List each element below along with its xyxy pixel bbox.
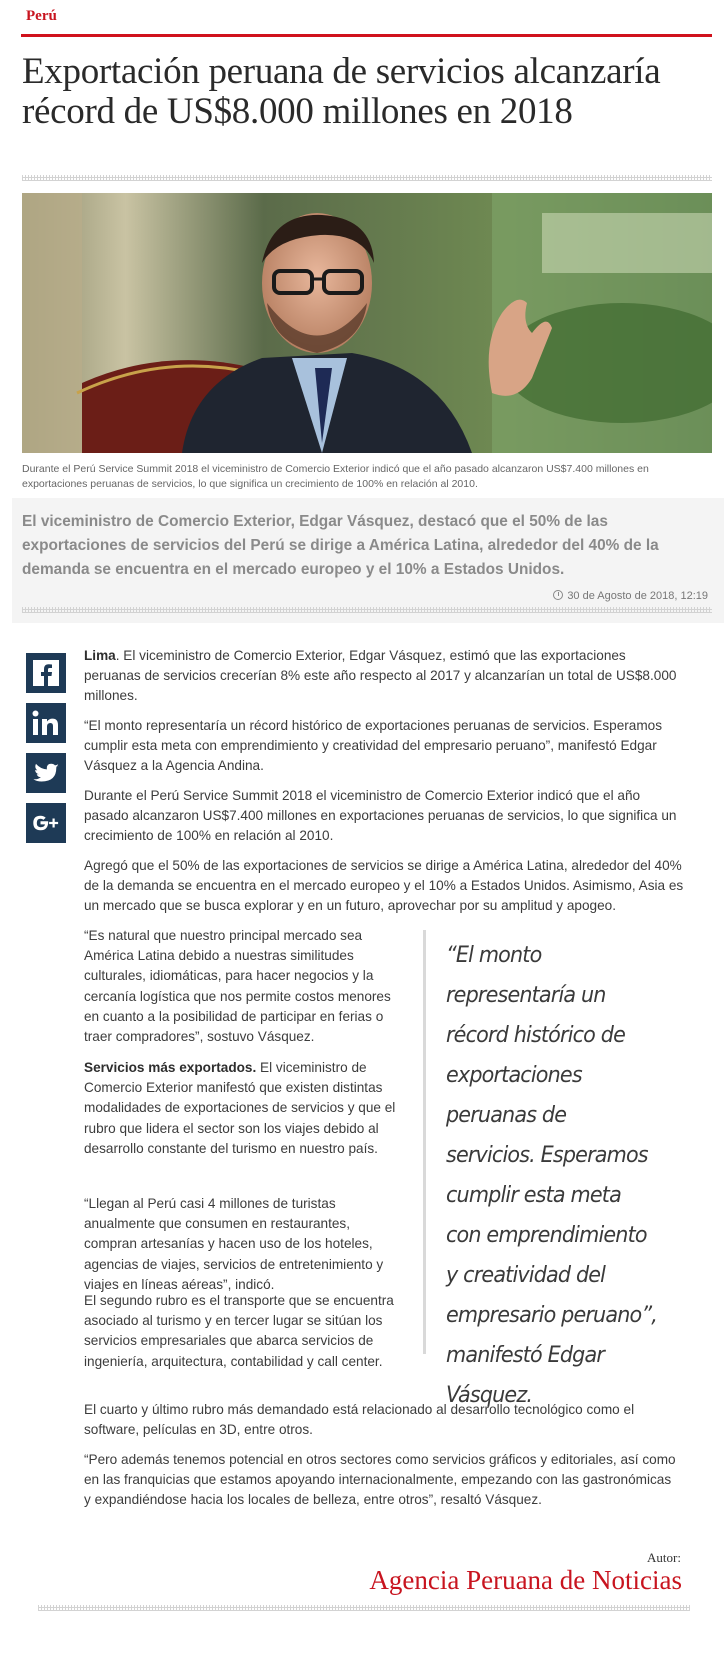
top-bar xyxy=(0,0,726,38)
article-paragraph: Lima. El viceministro de Comercio Exterior, Edgar Vásquez, estimó que las exportaciones peruanas de servicios crecerían 8% este año respecto al 2017 y alcanzarían un total de US$8.000 millones. xyxy=(84,648,677,704)
dateline-city: Lima xyxy=(84,648,116,663)
google-plus-icon xyxy=(32,813,60,833)
linkedin-icon xyxy=(32,710,60,736)
section-link[interactable]: Perú xyxy=(26,8,57,24)
article-lead: El viceministro de Comercio Exterior, Edgar Vásquez, destacó que el 50% de las exportaciones de servicios del Perú se dirige a América Latina, alrededor del 40% de la demanda se encuentra en el mercado europeo y el 10% a Estados Unidos. xyxy=(22,513,659,578)
article-paragraph: “El monto representaría un récord histórico de exportaciones peruanas de servicios. Esperamos cumplir esta meta con emprendimiento y creatividad del empresario peruano”, manifestó Edgar Vásquez a la Agencia Andina. xyxy=(84,718,663,774)
photo-caption: Durante el Perú Service Summit 2018 el viceministro de Comercio Exterior indicó que el año pasado alcanzaron US$7.400 millones en exportaciones peruanas de servicios, lo que significa un crecimiento de 100% en relación al 2010. xyxy=(22,463,649,490)
article-paragraph: Durante el Perú Service Summit 2018 el viceministro de Comercio Exterior indicó que el año pasado alcanzaron US$7.400 millones en exportaciones peruanas de servicios, lo que significa un crecimiento de 100% en relación al 2010. xyxy=(84,788,677,844)
share-linkedin-button[interactable] xyxy=(26,703,66,743)
article-paragraph: “Pero además tenemos potencial en otros sectores como servicios gráficos y editoriales, así como en las franquicias que estamos apoyando internacionalmente, empezando con las gastronómicas y expandiéndose hacia los locales de belleza, entre otros”, resaltó Vásquez. xyxy=(84,1452,676,1508)
divider-dotted xyxy=(22,175,712,181)
divider-dotted xyxy=(22,607,712,613)
share-twitter-button[interactable] xyxy=(26,753,66,793)
author-name: Agencia Peruana de Noticias xyxy=(369,1565,682,1595)
share-facebook-button[interactable] xyxy=(26,653,66,693)
article-title: Exportación peruana de servicios alcanzaría récord de US$8.000 millones en 2018 xyxy=(22,51,661,132)
clock-icon xyxy=(553,590,563,600)
publish-date xyxy=(553,590,708,602)
subheading: Servicios más exportados. xyxy=(84,1060,257,1075)
article-photo xyxy=(22,193,712,453)
article-paragraph: Servicios más exportados. El viceministro de Comercio Exterior manifestó que existen distintas modalidades de exportaciones de servicios y que el rubro que lidera el sector son los viajes debido al desarrollo constante del turismo en nuestro país. xyxy=(84,1060,396,1156)
article-paragraph: El cuarto y último rubro más demandado está relacionado al desarrollo tecnológico como el software, películas en 3D, entre otros. xyxy=(84,1402,635,1438)
divider-dotted xyxy=(38,1605,690,1611)
publish-date-text: 30 de Agosto de 2018, 12:19 xyxy=(567,590,708,602)
facebook-icon xyxy=(33,660,59,686)
author-label: Autor: xyxy=(647,1550,681,1565)
article-paragraph: “Llegan al Perú casi 4 millones de turistas anualmente que consumen en restaurantes, compran artesanías y hacen uso de los hoteles, agencias de viajes, servicios de entretenimiento y viajes en líneas aéreas”, indicó. xyxy=(84,1196,384,1292)
article-paragraph: El segundo rubro es el transporte que se encuentra asociado al turismo y en tercer lugar se sitúan los servicios empresariales que abarca servicios de ingeniería, arquitectura, contabilidad y call center. xyxy=(84,1293,394,1369)
article-paragraph: “Es natural que nuestro principal mercado sea América Latina debido a nuestras similitudes culturales, idiomáticas, para hacer negocios y la cercanía logística que nos permite costos menores en cuanto a la posibilidad de participar en ferias o traer compradores”, sostuvo Vásquez. xyxy=(84,928,391,1045)
twitter-icon xyxy=(32,761,60,785)
pull-quote-rule xyxy=(423,930,426,1354)
pull-quote: “El monto representaría un récord histórico de exportaciones peruanas de servicios. Esperamos cumplir esta meta con emprendimiento y creatividad del empresario peruano”, manifestó Edgar Vásquez. xyxy=(446,942,657,1408)
section-divider xyxy=(21,34,712,37)
share-google-plus-button[interactable] xyxy=(26,803,66,843)
article-paragraph: Agregó que el 50% de las exportaciones de servicios se dirige a América Latina, alrededor del 40% de la demanda se encuentra en el mercado europeo y el 10% a Estados Unidos. Asimismo, Asia es un mercado que se busca explorar y en un futuro, aprovechar por su amplitud y apogeo. xyxy=(84,858,684,914)
